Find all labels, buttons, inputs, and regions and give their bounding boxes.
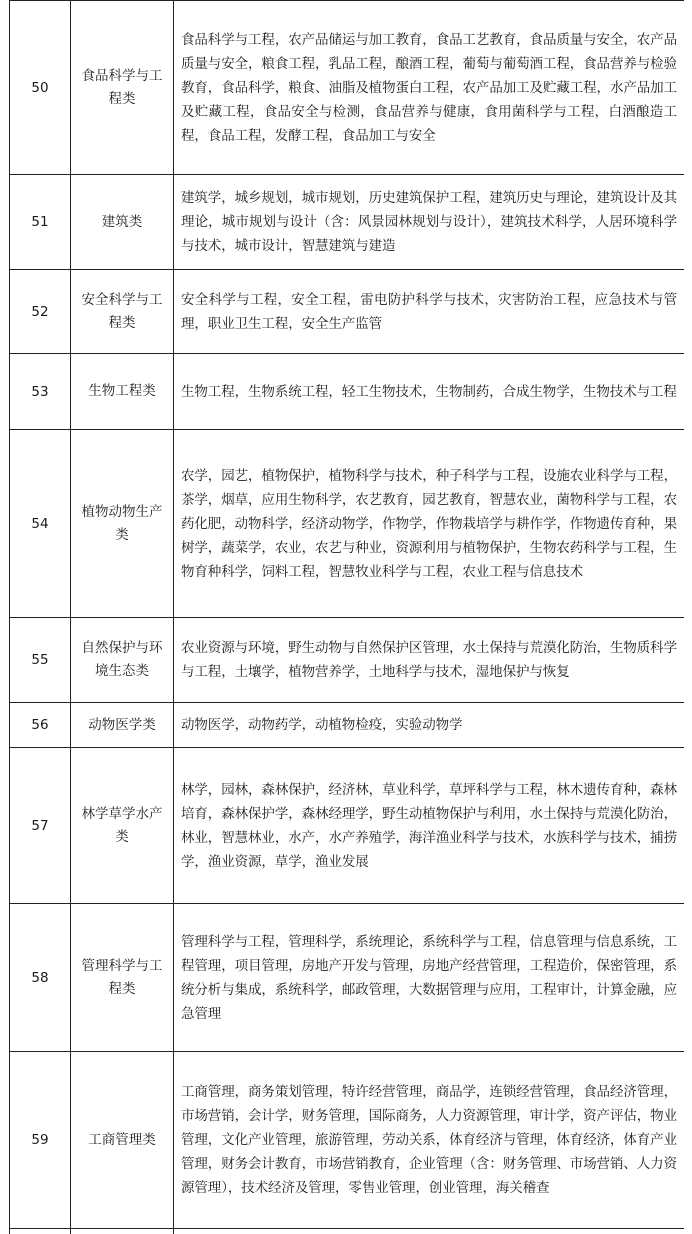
majors-list: 食品科学与工程，农产品储运与加工教育，食品工艺教育，食品质量与安全，农产品质量与安全，粮食工程，乳品工程，酿酒工程，葡萄与葡萄酒工程，食品营养与检验教育，食品科学，粮食、油脂及植物蛋白工程，农产品加工及贮藏工程，水产品加工及贮藏工程，食品安全与检测，食品营养与健康，食用菌科学与工程，白酒酿造工程，食品工程，发酵工程，食品加工与安全 [174, 1, 685, 175]
category-name: 工商管理类 [71, 1052, 174, 1229]
majors-list: 生物工程，生物系统工程，轻工生物技术，生物制药，合成生物学，生物技术与工程 [174, 354, 685, 430]
majors-list: 工商管理，商务策划管理，特许经营管理，商品学，连锁经营管理，食品经济管理，市场营销，会计学，财务管理，国际商务，人力资源管理，审计学，资产评估，物业管理，文化产业管理，旅游管理，劳动关系，体育经济与管理，体育经济，体育产业管理，财务会计教育，市场营销教育，企业管理（含：财务管理、市场营销、人力资源管理），技术经济及管理，零售业管理，创业管理，海关稽查 [174, 1052, 685, 1229]
row-number: 51 [10, 175, 71, 270]
table-row [10, 618, 685, 703]
category-name: 林学草学水产类 [71, 748, 174, 904]
row-number: 52 [10, 270, 71, 354]
table-row [10, 1052, 685, 1229]
row-number: 55 [10, 618, 71, 703]
majors-list: 农学，园艺，植物保护，植物科学与技术，种子科学与工程，设施农业科学与工程，茶学，烟草，应用生物科学，农艺教育，园艺教育，智慧农业，菌物科学与工程，农药化肥，动物科学，经济动物学，作物学，作物栽培学与耕作学，作物遗传育种，果树学，蔬菜学，农业，农艺与种业，资源利用与植物保护，生物农药科学与工程，生物育种科学，饲料工程，智慧牧业科学与工程，农业工程与信息技术 [174, 430, 685, 618]
category-name: 管理科学与工程类 [71, 904, 174, 1052]
table-row [10, 703, 685, 748]
majors-list: 林学，园林，森林保护，经济林，草业科学，草坪科学与工程，林木遗传育种，森林培育，森林保护学，森林经理学，野生动植物保护与利用，水土保持与荒漠化防治，林业，智慧林业，水产，水产养殖学，海洋渔业科学与技术，水族科学与技术，捕捞学，渔业资源，草学，渔业发展 [174, 748, 685, 904]
row-number: 50 [10, 1, 71, 175]
row-number: 59 [10, 1052, 71, 1229]
category-name: 植物动物生产类 [71, 430, 174, 618]
majors-list: 安全科学与工程，安全工程，雷电防护科学与技术，灾害防治工程，应急技术与管理，职业卫生工程，安全生产监管 [174, 270, 685, 354]
row-number-empty [10, 1229, 71, 1234]
table-row-partial [10, 1229, 685, 1234]
row-number: 58 [10, 904, 71, 1052]
majors-list: 农业资源与环境，野生动物与自然保护区管理，水土保持与荒漠化防治，生物质科学与工程，土壤学，植物营养学，土地科学与技术，湿地保护与恢复 [174, 618, 685, 703]
row-number: 53 [10, 354, 71, 430]
row-number: 56 [10, 703, 71, 748]
category-name: 生物工程类 [71, 354, 174, 430]
table-row [10, 354, 685, 430]
majors-table-sheet [9, 0, 684, 1234]
majors-list: 建筑学，城乡规划，城市规划，历史建筑保护工程，建筑历史与理论，建筑设计及其理论，城市规划与设计（含：风景园林规划与设计），建筑技术科学，人居环境科学与技术，城市设计，智慧建筑与建造 [174, 175, 685, 270]
category-name: 食品科学与工程类 [71, 1, 174, 175]
table-row [10, 748, 685, 904]
category-name: 安全科学与工程类 [71, 270, 174, 354]
majors-table [9, 0, 684, 1234]
table-row [10, 904, 685, 1052]
table-row [10, 175, 685, 270]
majors-list-empty [174, 1229, 685, 1234]
category-name: 建筑类 [71, 175, 174, 270]
row-number: 54 [10, 430, 71, 618]
category-name: 动物医学类 [71, 703, 174, 748]
category-name: 自然保护与环境生态类 [71, 618, 174, 703]
table-row [10, 270, 685, 354]
table-row [10, 1, 685, 175]
row-number: 57 [10, 748, 71, 904]
majors-list: 动物医学，动物药学，动植物检疫，实验动物学 [174, 703, 685, 748]
table-row [10, 430, 685, 618]
majors-list: 管理科学与工程，管理科学，系统理论，系统科学与工程，信息管理与信息系统，工程管理，项目管理，房地产开发与管理，房地产经营管理，工程造价，保密管理，系统分析与集成，系统科学，邮政管理，大数据管理与应用，工程审计，计算金融，应急管理 [174, 904, 685, 1052]
category-name-empty [71, 1229, 174, 1234]
